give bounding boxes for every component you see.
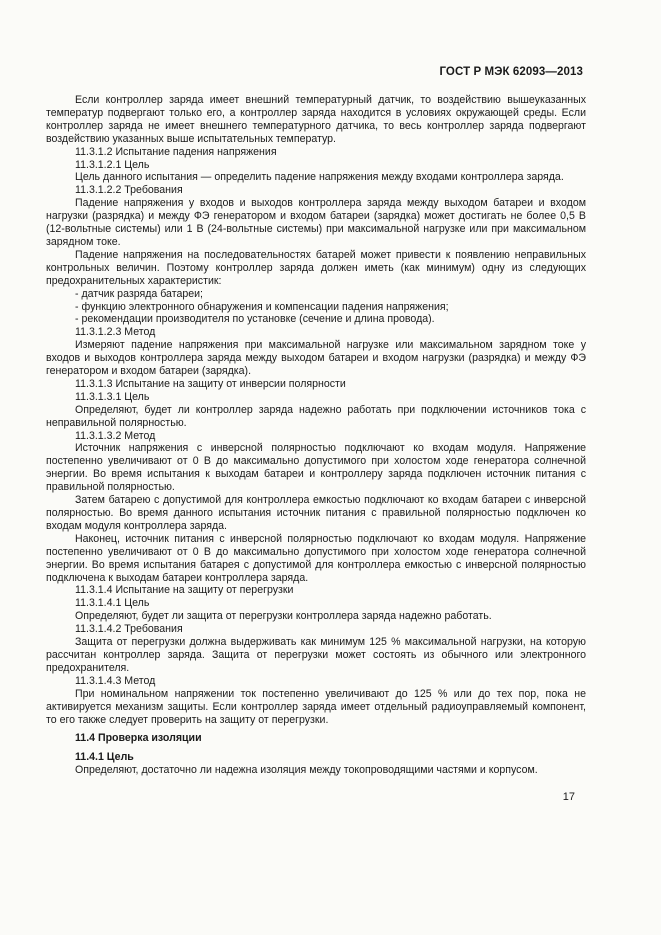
section-heading-bold: 11.4 Проверка изоляции [75, 732, 202, 745]
section-heading: 11.3.1.4.2 Требования [75, 623, 183, 636]
paragraph: Наконец, источник питания с инверсной полярностью подключают ко входам модуля. Напряжение постепенно увеличивают от 0 В до максимально допустимого при холостом ходе генератора солнечной энергии. Во время испытания батарея с допустимой для контроллера емкостью с инверсной полярностью подключена к выходам батареи контроллера заряда. [46, 532, 586, 584]
section-heading: 11.3.1.3.2 Метод [75, 429, 156, 442]
section-heading: 11.3.1.2.1 Цель [75, 158, 150, 171]
section-heading: 11.3.1.2.2 Требования [75, 184, 183, 197]
paragraph: Источник напряжения с инверсной полярностью подключают ко входам модуля. Напряжение постепенно увеличивают от 0 В до максимально допустимого при холостом ходе генератора солнечной энергии. Во время испытания к выходам батареи и контроллеру заряда подключен источник питания с правильной полярностью. [46, 442, 586, 494]
document-header: ГОСТ Р МЭК 62093—2013 [439, 66, 583, 78]
paragraph: При номинальном напряжении ток постепенно увеличивают до 125 % или до тех пор, пока не активируется механизм защиты. Если контроллер заряда имеет отдельный радиоуправляемый компонент, то его также следует проверить на защиту от перегрузки. [46, 687, 586, 726]
list-item: - датчик разряда батареи; [75, 287, 203, 300]
list-item: - функцию электронного обнаружения и компенсации падения напряжения; [75, 300, 449, 313]
paragraph: Определяют, будет ли защита от перегрузки контроллера заряда надежно работать. [75, 610, 492, 623]
document-body [46, 94, 586, 777]
section-heading-bold: 11.4.1 Цель [75, 751, 134, 764]
paragraph: Падение напряжения у входов и выходов контроллера заряда между выходом батареи и входом нагрузки (разрядка) и между ФЭ генератором и входом батареи (зарядка) может достигать не более 0,5 В (12-вольтные системы) или 1 В (24-вольтные системы) при максимальной нагрузке или при максимальном зарядном токе. [46, 197, 586, 248]
section-heading: 11.3.1.3 Испытание на защиту от инверсии полярности [75, 377, 346, 390]
paragraph: Определяют, достаточно ли надежна изоляция между токопроводящими частями и корпусом. [75, 764, 538, 777]
section-heading: 11.3.1.4.3 Метод [75, 674, 156, 687]
section-heading: 11.3.1.4 Испытание на защиту от перегрузки [75, 584, 294, 597]
section-heading: 11.3.1.2 Испытание падения напряжения [75, 145, 277, 158]
paragraph: Измеряют падение напряжения при максимальной нагрузке или максимальном зарядном токе у входов и выходов контроллера заряда между выходом батареи и входом нагрузки (разрядка) и между ФЭ генератором и входом батареи (зарядка). [46, 339, 586, 378]
section-heading: 11.3.1.4.1 Цель [75, 597, 150, 610]
paragraph: Цель данного испытания — определить падение напряжения между входами контроллера заряда. [75, 171, 564, 184]
paragraph: Защита от перегрузки должна выдерживать как минимум 125 % максимальной нагрузки, на которую рассчитан контроллер заряда. Защита от перегрузки может состоять из обычного или электронного предохранителя. [46, 636, 586, 674]
paragraph: Если контроллер заряда имеет внешний температурный датчик, то воздействию вышеуказанных температур подвергают только его, а контроллер заряда находится в условиях окружающей среды. Если контроллер заряда не имеет внешнего температурного датчика, то весь контроллер заряда подвергают воздействию указанных выше испытательных температур. [46, 94, 586, 145]
paragraph: Падение напряжения на последовательностях батарей может привести к появлению неправильных контрольных величин. Поэтому контроллер заряда должен иметь (как минимум) одну из следующих предохранительных характеристик: [46, 248, 586, 287]
paragraph: Определяют, будет ли контроллер заряда надежно работать при подключении источников тока с неправильной полярностью. [46, 403, 586, 429]
paragraph: Затем батарею с допустимой для контроллера емкостью подключают ко входам батареи с инверсной полярностью. Во время данного испытания источник питания с правильной полярностью подключен ко входам модуля контроллера заряда. [46, 494, 586, 532]
section-heading: 11.3.1.2.3 Метод [75, 326, 156, 339]
section-heading: 11.3.1.3.1 Цель [75, 390, 150, 403]
list-item: - рекомендации производителя по установке (сечение и длина провода). [75, 313, 435, 326]
page-number: 17 [562, 791, 575, 803]
